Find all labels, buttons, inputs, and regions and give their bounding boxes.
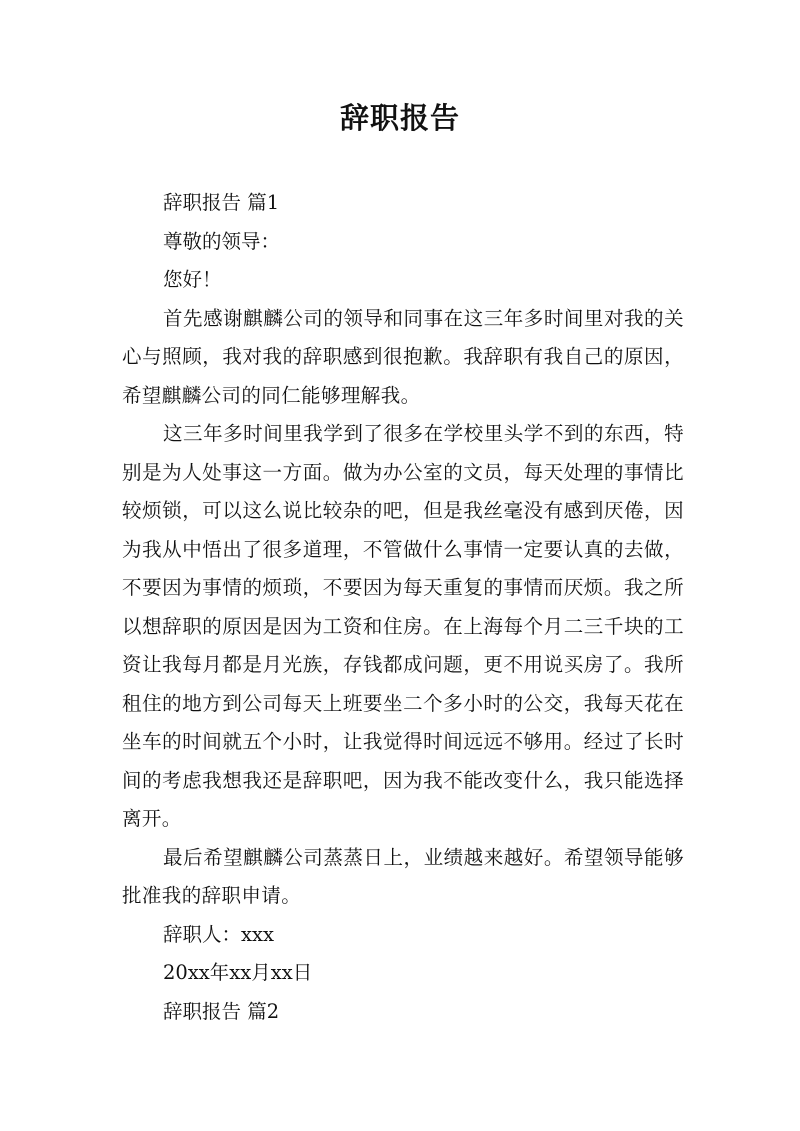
greeting: 您好！ [163, 268, 222, 291]
paragraph-closing: 最后希望麒麟公司蒸蒸日上，业绩越来越好。希望领导能够批准我的辞职申请。 [122, 845, 684, 907]
paragraph-thanks: 首先感谢麒麟公司的领导和同事在这三年多时间里对我的关心与照顾，我对我的辞职感到很抱歉。我辞职有我自己的原因，希望麒麟公司的同仁能够理解我。 [122, 306, 684, 407]
signer-line: 辞职人：xxx [163, 922, 274, 946]
document-body [122, 184, 684, 1031]
paragraph-reasons: 这三年多时间里我学到了很多在学校里头学不到的东西，特别是为人处事这一方面。做为办公室的文员，每天处理的事情比较烦锁，可以这么说比较杂的吧，但是我丝毫没有感到厌倦，因为我从中悟出了很多道理，不管做什么事情一定要认真的去做，不要因为事情的烦琐，不要因为每天重复的事情而厌烦。我之所以想辞职的原因是因为工资和住房。在上海每个月二三千块的工资让我每月都是月光族，存钱都成问题，更不用说买房了。我所租住的地方到公司每天上班要坐二个多小时的公交，我每天花在坐车的时间就五个小时，让我觉得时间远远不够用。经过了长时间的考虑我想我还是辞职吧，因为我不能改变什么，我只能选择离开。 [122, 422, 684, 830]
date-line: 20xx年xx月xx日 [163, 961, 313, 984]
section-heading-2: 辞职报告 篇2 [163, 999, 280, 1023]
document-title: 辞职报告 [339, 101, 460, 135]
section-heading-1: 辞职报告 篇1 [163, 191, 280, 214]
salutation: 尊敬的领导： [163, 229, 281, 253]
